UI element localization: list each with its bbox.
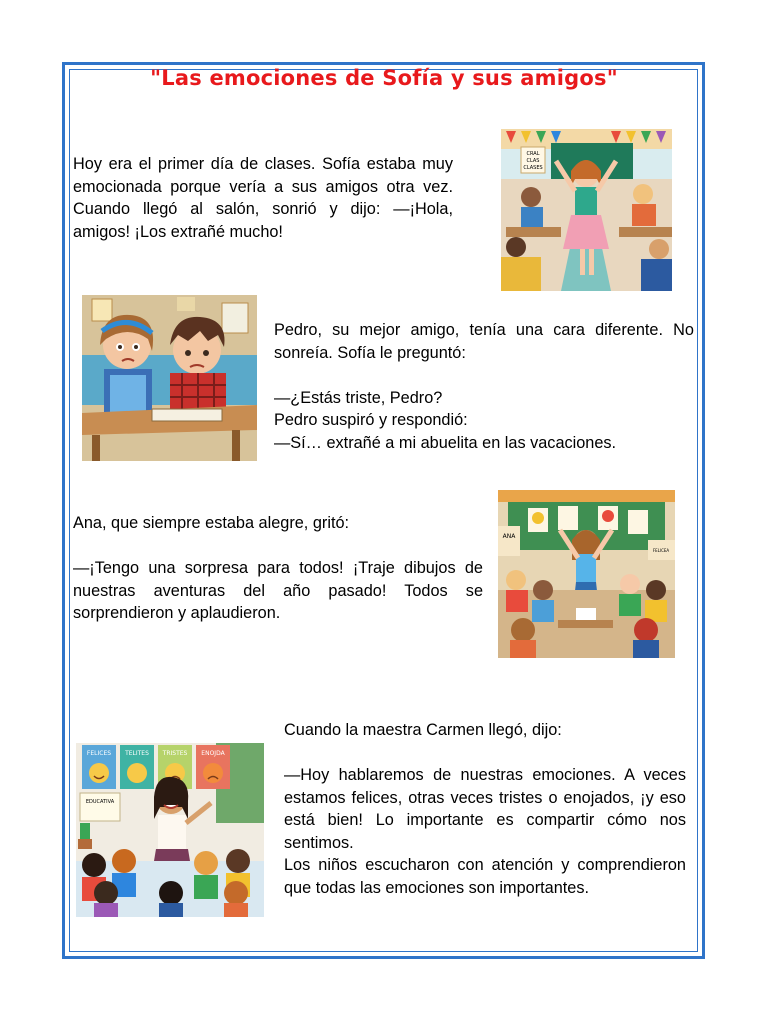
illustration-ana-surprise (498, 490, 675, 658)
paragraph-spacer (284, 742, 686, 765)
sign-text: CLASES (523, 165, 543, 171)
story-paragraph-1 (73, 153, 453, 243)
illustration-pedro-sad (82, 295, 257, 461)
sign-text: CLAS (526, 158, 540, 164)
paragraph-line: Pedro, su mejor amigo, tenía una cara diferente. No sonreía. Sofía le preguntó: (274, 321, 694, 362)
sign-text: CRAL (526, 151, 540, 157)
story-paragraph-3 (73, 512, 483, 625)
paragraph-spacer (73, 535, 483, 558)
paragraph-line: Pedro suspiró y respondió: (274, 411, 468, 429)
sign-text: ANA (502, 533, 516, 540)
paragraph-line: —¡Tengo una sorpresa para todos! ¡Traje dibujos de nuestras aventuras del año pasado! Todos se sorprendieron y aplaudieron. (73, 559, 483, 622)
emotion-card-text: TRISTES (162, 750, 188, 757)
emotion-card-text: TELITES (125, 750, 149, 757)
illustration-sofia-greeting (501, 129, 672, 291)
paragraph-line: —¿Estás triste, Pedro? (274, 388, 443, 407)
sign-text: FELICEA (652, 548, 670, 553)
paragraph-line: —Sí… extrañé a mi abuelita en las vacaciones. (274, 433, 617, 452)
paragraph-line: Hoy era el primer día de clases. Sofía estaba muy emocionada porque vería a sus amigos otra vez. Cuando llegó al salón, sonrió y dijo: —¡Hola, amigos! ¡Los extrañé mucho! (73, 155, 453, 241)
page-title: "Las emociones de Sofía y sus amigos" (150, 66, 618, 90)
paragraph-line: Cuando la maestra Carmen llegó, dijo: (284, 721, 562, 739)
emotion-card-text: ENOJDA (201, 750, 225, 757)
illustration-teacher-emotions (76, 743, 264, 917)
story-paragraph-4 (284, 719, 686, 899)
paragraph-line: Los niños escucharon con atención y comprendieron que todas las emociones son importantes. (284, 856, 686, 897)
paragraph-spacer (274, 364, 694, 387)
story-paragraph-2 (274, 319, 694, 454)
paragraph-line: —Hoy hablaremos de nuestras emociones. A veces estamos felices, otras veces tristes o enojados, ¡y eso está bien! Lo importante es compartir cómo nos sentimos. (284, 766, 686, 852)
paragraph-line: Ana, que siempre estaba alegre, gritó: (73, 514, 350, 532)
emotion-card-text: FELICES (86, 750, 112, 757)
board-text: EDUCATIVA (85, 799, 115, 805)
